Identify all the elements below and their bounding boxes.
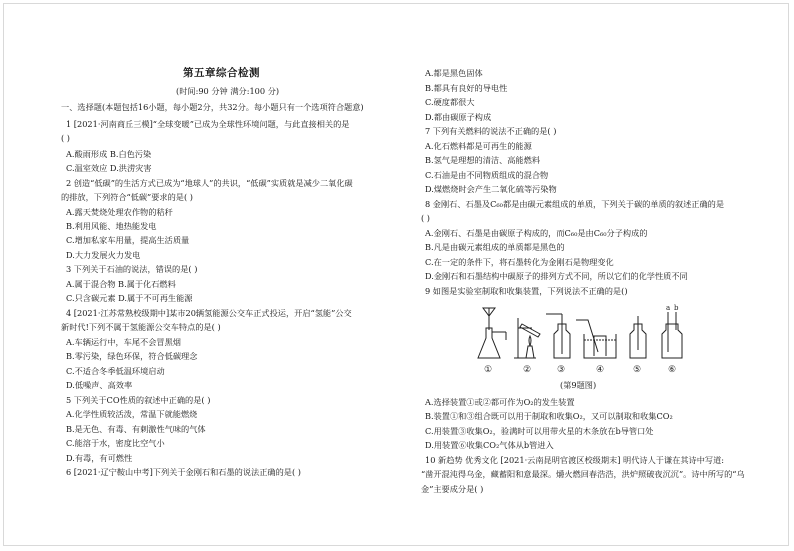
apparatus-6-bottle: [662, 312, 682, 358]
option-line: D.用装置⑥收集CO₂气体从b管进入: [425, 440, 554, 450]
option-line: B.零污染，绿色环保，符合低碳理念: [66, 351, 198, 361]
question-line: 2 创造“低碳”的生活方式已成为“地球人”的共识，“低碳”实质就是减少二氧化碳: [66, 178, 353, 188]
apparatus-2-heating: [514, 318, 540, 358]
option-line: D.煤燃烧时会产生二氧化硫等污染物: [425, 184, 557, 194]
option-line: C.硬度都很大: [425, 97, 475, 107]
option-line: C.在一定的条件下，将石墨转化为金刚石是物理变化: [425, 257, 614, 267]
question-line: 8 金刚石、石墨及C₆₀都是由碳元素组成的单质，下列关于碳的单质的叙述正确的是: [425, 199, 725, 209]
figure-label: ⑤: [633, 365, 642, 375]
question-line: 7 下列有关燃料的说法不正确的是( ): [425, 126, 557, 136]
apparatus-5-bottle: [630, 316, 646, 358]
option-line: C.能溶于水，密度比空气小: [66, 438, 165, 448]
page-title: 第五章综合检测: [183, 67, 260, 79]
option-line: C.只含碳元素 D.属于不可再生能源: [66, 293, 193, 303]
section-heading: 一、选择题(本题包括16小题，每小题2分，共32分。每小题只有一个选项符合题意): [61, 102, 364, 112]
option-line: C.温室效应 D.洪涝灾害: [66, 163, 152, 173]
option-line: A.露天焚烧处理农作物的秸秆: [66, 207, 173, 217]
option-line: C.增加私家车用量，提高生活质量: [66, 235, 190, 245]
option-line: B.凡是由碳元素组成的单质都是黑色的: [425, 242, 565, 252]
figure-label: ⑥: [668, 365, 677, 375]
question-line: 10 新趋势 优秀文化 [2021·云南昆明官渡区校级期末] 明代诗人于谦在其诗中写道:: [425, 455, 725, 465]
option-line: D.都由碳原子构成: [425, 112, 492, 122]
question-line: 3 下列关于石油的说法，错误的是( ): [66, 264, 198, 274]
figure-label: ②: [523, 365, 532, 375]
question-line: 5 下列关于CO性质的叙述中正确的是( ): [66, 395, 211, 405]
figure-label: ③: [557, 365, 566, 375]
question-line: 的排放，下列符合“低碳”要求的是( ): [61, 192, 193, 202]
option-line: B.装置①和③组合既可以用于制取和收集O₂，又可以制取和收集CO₂: [425, 411, 673, 421]
option-line: A.化石燃料都是可再生的能源: [425, 141, 532, 151]
option-line: A.都是黑色固体: [425, 68, 483, 78]
option-line: B.是无色、有毒、有刺激性气味的气体: [66, 424, 206, 434]
apparatus-figure: [470, 300, 700, 380]
option-line: B.利用风能、地热能发电: [66, 221, 157, 231]
option-line: A.酸雨形成 B.白色污染: [66, 149, 152, 159]
option-line: A.车辆运行中，车尾不会冒黑烟: [66, 337, 181, 347]
option-line: A.属于混合物 B.属于化石燃料: [66, 279, 176, 289]
question-line: 新时代!下列不属于氢能源公交车特点的是( ): [61, 322, 221, 332]
apparatus-3-bottle: [546, 314, 570, 358]
tube-label-a: a: [666, 304, 671, 312]
option-line: A.选择装置①或②都可作为O₂的发生装置: [425, 397, 575, 407]
option-line: D.大力发展火力发电: [66, 250, 141, 260]
option-line: B.都具有良好的导电性: [425, 83, 508, 93]
option-line: C.石油是由不同物质组成的混合物: [425, 170, 549, 180]
option-line: A.化学性质较活泼，常温下就能燃烧: [66, 409, 198, 419]
question-line: 1 [2021·河南商丘三模]“全球变暖”已成为全球性环境问题，与此直接相关的是: [66, 119, 350, 129]
question-line: ( ): [61, 133, 70, 143]
apparatus-4-trough: [576, 320, 616, 358]
option-line: D.金刚石和石墨结构中碳原子的排列方式不同，所以它们的化学性质不同: [425, 271, 688, 281]
question-line: “凿开混沌得乌金，藏蓄阳和意最深。爝火燃回春浩浩，洪炉照破夜沉沉”。诗中所写的“乌: [421, 469, 745, 479]
question-line: 6 [2021·辽宁鞍山中考]下列关于金刚石和石墨的说法正确的是( ): [66, 467, 301, 477]
option-line: D.有毒，有可燃性: [66, 453, 133, 463]
exam-meta: (时间:90 分钟 满分:100 分): [176, 86, 280, 96]
question-line: ( ): [421, 213, 430, 223]
figure-caption: (第9题图): [560, 380, 597, 390]
question-line: 9 如图是实验室制取和收集装置，下列说法不正确的是(): [425, 286, 628, 296]
option-line: C.不适合冬季低温环境启动: [66, 366, 165, 376]
figure-label: ④: [596, 365, 605, 375]
option-line: A.金刚石、石墨是由碳原子构成的，而C₆₀是由C₆₀分子构成的: [425, 228, 648, 238]
option-line: C.用装置③收集O₂，验满时可以用带火星的木条放在b导管口处: [425, 426, 654, 436]
figure-label: ①: [484, 365, 493, 375]
option-line: D.低噪声、高效率: [66, 380, 133, 390]
option-line: B.氢气是理想的清洁、高能燃料: [425, 155, 541, 165]
apparatus-1-flask: [478, 308, 506, 358]
tube-label-b: b: [674, 304, 679, 312]
question-line: 金”主要成分是( ): [421, 484, 484, 494]
question-line: 4 [2021·江苏常熟校级期中]某市20辆氢能源公交车正式投运，开启“氢能”公交: [66, 308, 352, 318]
